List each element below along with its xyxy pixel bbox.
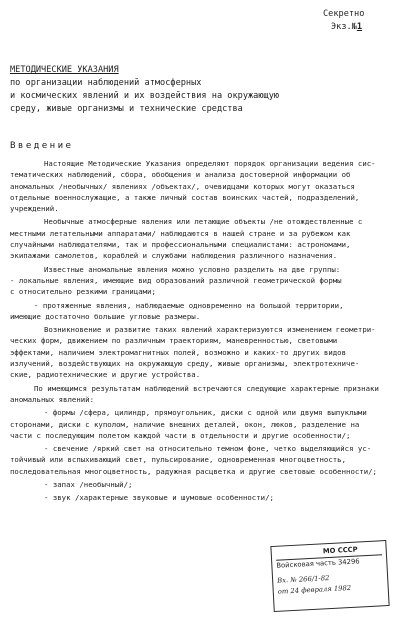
text-line: местными летательными аппаратами/ наблюдаются в нашей стране и за рубежом как bbox=[10, 228, 351, 238]
paragraph bbox=[10, 492, 394, 503]
text-line: - свечение /яркий свет на относительно темном фоне, четко выделяющийся ус- bbox=[44, 444, 372, 454]
paragraph bbox=[10, 407, 394, 441]
text-line: - запах /необычный/; bbox=[44, 480, 133, 490]
text-line: По имеющимся результатам наблюдений встречаются следующие характерные признаки bbox=[34, 383, 379, 393]
stamp-inventory: Вх. № 266/1-82 bbox=[276, 574, 330, 585]
stamp-date: от 24 февраля 1982 bbox=[277, 583, 352, 596]
stamp-unit: Войсковая часть 34296 bbox=[276, 557, 360, 570]
paragraph bbox=[10, 324, 394, 380]
paragraph bbox=[10, 443, 394, 477]
paragraph bbox=[10, 216, 394, 261]
text-line: эффектами, наличием электромагнитных полей, возможно и каких-то других видов bbox=[10, 347, 347, 357]
classification-marking bbox=[323, 8, 375, 33]
text-line: тойчивый или вспыхивающий свет, пульсирование, одновременная многоцветность, bbox=[10, 455, 347, 465]
text-line: имеющие достаточно большие угловые размеры. bbox=[10, 311, 201, 321]
copy-prefix: Экз.№ bbox=[331, 22, 357, 32]
title-heading: МЕТОДИЧЕСКИЕ УКАЗАНИЯ bbox=[10, 65, 119, 75]
text-line: сторонами, диски с куполом, наличие внешних деталей, окон, люков, разделение на bbox=[10, 419, 360, 429]
paragraph bbox=[10, 158, 394, 214]
paragraph bbox=[10, 264, 394, 298]
classification-label: Секретно bbox=[323, 9, 365, 19]
text-line: случайными наблюдателями, так и профессиональными специалистами: астрономами, bbox=[10, 240, 351, 250]
paragraph bbox=[10, 300, 394, 323]
text-line: Настоящие Методические Указания определяют порядок организации ведения сис- bbox=[44, 159, 376, 168]
paragraph bbox=[10, 479, 394, 490]
text-line: Необычные атмосферные явления или летающие объекты /не отождествленные с bbox=[44, 217, 363, 227]
text-line: - протяженные явления, наблюдаемые одновременно на большой территории, bbox=[34, 300, 344, 310]
title-line: и космических явлений и их воздействия на окружающую bbox=[10, 91, 280, 101]
text-line: излучений, воздействующих на окружающую среду, живые организмы, электротехниче- bbox=[10, 359, 360, 369]
text-line: - формы /сфера, цилиндр, прямоугольник, диски с одной или двумя выпуклыми bbox=[44, 408, 367, 418]
registration-stamp bbox=[270, 540, 389, 612]
copy-number-line bbox=[323, 21, 375, 33]
text-line: ские, радиотехнические и другие устройства. bbox=[10, 370, 201, 380]
text-line: тематических наблюдений, сбора, обобщения и анализа достоверной информации об bbox=[10, 170, 351, 180]
text-line: учреждений. bbox=[10, 204, 59, 214]
paragraph bbox=[10, 383, 394, 406]
text-line: Известные аномальные явления можно условно разделить на две группы: bbox=[44, 264, 341, 274]
text-line: отдельные военнослужащие, а также личный состав воинских частей, подразделений, bbox=[10, 192, 360, 202]
text-line: ческих форм, движением по различным траекториям, маневренностью, световыми bbox=[10, 336, 338, 346]
text-line: экипажами самолетов, кораблей и службами наблюдения различного назначения. bbox=[10, 251, 338, 261]
stamp-org: МО СССР bbox=[276, 543, 382, 561]
body-text bbox=[10, 158, 394, 506]
text-line: - звук /характерные звуковые и шумовые особенности/; bbox=[44, 493, 274, 503]
text-line: последовательная многоцветность, радужная расцветка и другие световые особенности/; bbox=[10, 466, 377, 476]
title-line: по организации наблюдений атмосферных bbox=[10, 78, 202, 88]
section-heading: Введение bbox=[10, 140, 74, 151]
text-line: части с последующим полетом каждой части в отдельности и другие особенности/; bbox=[10, 430, 351, 440]
text-line: Возникновение и развитие таких явлений характеризуются изменением геометри- bbox=[44, 325, 376, 335]
title-line: среду, живые организмы и технические средства bbox=[10, 104, 243, 114]
text-line: - локальные явления, имеющие вид образований различной геометрической формы bbox=[10, 275, 342, 285]
text-line: с относительно резкими границами; bbox=[10, 287, 156, 297]
copy-number: 1 bbox=[356, 22, 363, 32]
document-title bbox=[10, 64, 390, 116]
text-line: аномальных /необычных/ явлениях /объектах/, очевидцами которых могут оказаться bbox=[10, 181, 355, 191]
text-line: аномальных явлений: bbox=[10, 394, 95, 404]
